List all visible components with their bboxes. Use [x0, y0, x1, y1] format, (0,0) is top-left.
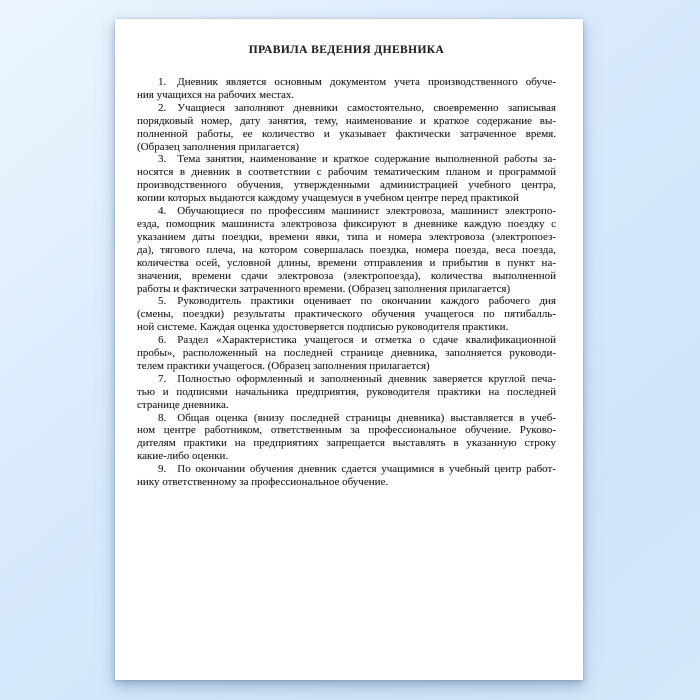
text-line: нику ответственному за профессиональное обучение.: [137, 476, 389, 489]
paragraph: [137, 205, 556, 295]
text-line: количества осей, условной длины, времени отправления и прибытия в пункт на-: [137, 256, 556, 269]
text-line: 5. Руководитель практики оценивает по окончании каждого рабочего дня: [158, 295, 556, 308]
text-line: 3. Тема занятия, наименование и краткое содержание выполненной работы за-: [158, 153, 556, 166]
text-line: 4. Обучающиеся по профессиям машинист электровоза, машинист электропо-: [158, 205, 556, 218]
text-line: ной системе. Каждая оценка удостоверяется подписью руководителя практики.: [137, 321, 509, 334]
text-line: 1. Дневник является основным документом учета производственного обуче-: [158, 76, 556, 88]
paragraph: [137, 334, 556, 373]
text-line: да), тягового плеча, на котором совершалась поездка, номера поезда, веса поезда,: [137, 243, 556, 256]
document-content: [137, 19, 556, 489]
text-line: странице дневника.: [137, 398, 229, 411]
text-line: ном центре работником, ответственным за профессиональное обучение. Руково-: [137, 424, 556, 437]
paragraph: [137, 373, 556, 412]
paragraphs: [137, 76, 556, 489]
text-line: ния учащихся на рабочих местах.: [137, 88, 295, 101]
text-line: производственного обучения, утвержденными администрацией учебного центра,: [137, 179, 556, 192]
text-line: указанием даты поездки, времени явки, типа и номера электровоза (электропоез-: [137, 230, 556, 243]
text-line: 9. По окончании обучения дневник сдается учащимися в учебный центр работ-: [158, 463, 556, 476]
paragraph: [137, 295, 556, 334]
paragraph: [137, 412, 556, 464]
text-line: пробы», расположенный на последней странице дневника, заполняется руководи-: [137, 347, 556, 360]
paragraph: [137, 76, 556, 102]
text-line: полненной работы, ее количество и указывает фактически затраченное время.: [137, 127, 556, 140]
text-line: (смены, поездки) результаты практического обучения учащегося по пятибалль-: [137, 308, 556, 321]
page-title: ПРАВИЛА ВЕДЕНИЯ ДНЕВНИКА: [248, 44, 445, 56]
text-line: копии которых выдаются каждому учащемуся в учебном центре перед практикой: [137, 192, 519, 205]
text-line: езда, помощник машиниста электровоза фиксируют в дневнике каждую поездку с: [137, 217, 556, 230]
text-line: порядковый номер, дату занятия, тему, наименование и краткое содержание вы-: [137, 114, 556, 127]
text-line: тью и подписями начальника предприятия, руководителя практики на последней: [137, 385, 556, 398]
text-line: 6. Раздел «Характеристика учащегося и отметка о сдаче квалификационной: [158, 334, 556, 347]
text-line: дителям практики на предприятиях запрещается выставлять в указанную строку: [137, 437, 556, 450]
text-line: 2. Учащиеся заполняют дневники самостоятельно, своевременно записывая: [158, 101, 556, 114]
document-page: [115, 19, 583, 680]
text-line: носятся в дневник в соответствии с рабочим тематическим планом и программой: [137, 166, 556, 179]
paragraph: [137, 102, 556, 154]
text-line: (Образец заполнения прилагается): [137, 140, 300, 153]
text-line: 7. Полностью оформленный и заполненный дневник заверяется круглой печа-: [158, 372, 556, 385]
text-line: 8. Общая оценка (внизу последней страницы дневника) выставляется в учеб-: [158, 411, 556, 424]
paragraph: [137, 463, 556, 489]
text-line: какие-либо оценки.: [137, 450, 229, 463]
paragraph: [137, 153, 556, 205]
text-line: телем практики учащегося. (Образец заполнения прилагается): [137, 359, 430, 372]
text-line: значения, времени сдачи электровоза (электропоезда), количества выполненной: [137, 269, 556, 282]
text-line: работы и фактически затраченного времени. (Образец заполнения прилагается): [137, 282, 511, 295]
